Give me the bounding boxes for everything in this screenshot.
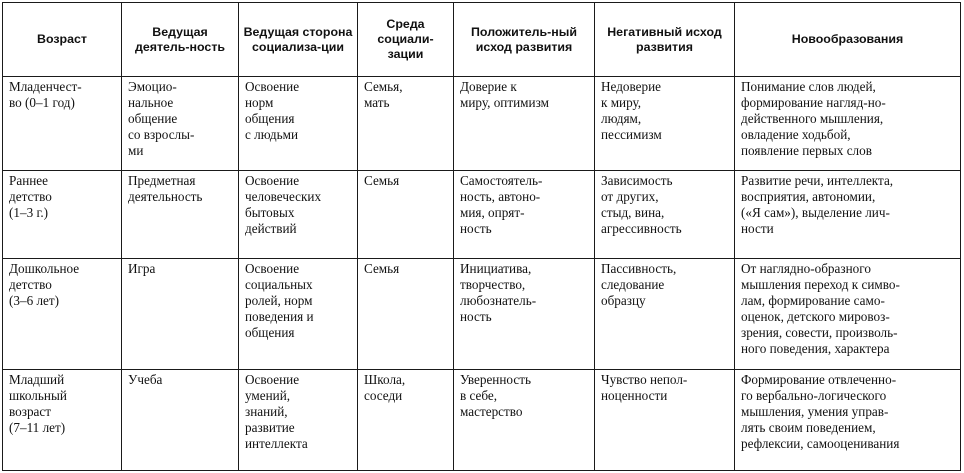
cell-line: развитие <box>245 419 295 435</box>
table-row <box>3 171 961 259</box>
cell-line: общения <box>245 325 295 341</box>
cell-activity <box>122 369 239 470</box>
cell-line: Предметная <box>128 173 196 189</box>
cell-line: следование <box>601 277 665 293</box>
cell-neoformations <box>735 259 961 369</box>
cell-line: знаний, <box>245 403 288 419</box>
cell-line: пессимизм <box>601 127 662 142</box>
cell-line: общение <box>128 111 178 126</box>
cell-line: мышления, умения управ- <box>741 403 889 419</box>
header-age: Возраст <box>3 3 122 77</box>
table-row <box>3 77 961 171</box>
cell-line: (3–6 лет) <box>9 293 60 309</box>
header-neoformations: Новообразования <box>735 3 961 77</box>
cell-line: Младший <box>9 371 65 387</box>
cell-line: («Я сам»), выделение лич- <box>741 205 890 221</box>
cell-line: Игра <box>128 261 156 277</box>
cell-line: мастерство <box>460 403 523 419</box>
cell-line: агрессивность <box>601 221 682 237</box>
cell-activity <box>122 259 239 369</box>
cell-line: к миру, <box>601 95 642 110</box>
cell-negative <box>595 77 735 171</box>
cell-line: Доверие к <box>460 79 517 94</box>
cell-environment <box>358 369 454 470</box>
cell-line: Чувство непол- <box>601 371 688 387</box>
cell-line: Уверенность <box>460 371 531 387</box>
cell-socialization <box>239 259 358 369</box>
cell-line: соседи <box>364 387 403 403</box>
cell-line: Младенчест- <box>9 79 82 94</box>
cell-line: Освоение <box>245 79 300 94</box>
cell-line: стыд, вина, <box>601 205 665 221</box>
cell-line: ность, автоно- <box>460 189 541 205</box>
table-row <box>3 259 961 369</box>
cell-line: ми <box>128 143 144 158</box>
cell-line: детство <box>9 277 52 293</box>
cell-line: ность <box>460 221 492 237</box>
cell-line: Раннее <box>9 173 49 189</box>
cell-line: нальное <box>128 95 174 110</box>
cell-line: ности <box>741 221 774 237</box>
cell-positive <box>454 259 595 369</box>
cell-activity <box>122 171 239 259</box>
cell-age <box>3 171 122 259</box>
cell-negative <box>595 171 735 259</box>
cell-line: От наглядно-образного <box>741 261 871 277</box>
cell-age <box>3 77 122 171</box>
cell-line: творчество, <box>460 277 526 293</box>
cell-line: лам, формирование само- <box>741 293 885 309</box>
cell-line: Формирование отвлеченно- <box>741 371 897 387</box>
cell-line: социальных <box>245 277 313 293</box>
cell-neoformations <box>735 77 961 171</box>
cell-environment <box>358 171 454 259</box>
cell-line: в себе, <box>460 387 498 403</box>
cell-line: во (0–1 год) <box>9 95 75 110</box>
cell-line: Дошкольное <box>9 261 80 277</box>
cell-line: появление первых слов <box>741 143 872 158</box>
cell-line: поведения и <box>245 309 314 325</box>
cell-line: мышления переход к симво- <box>741 277 900 293</box>
cell-activity <box>122 77 239 171</box>
cell-line: мия, опрят- <box>460 205 525 221</box>
cell-line: образцу <box>601 293 646 309</box>
cell-line: Семья <box>364 173 400 189</box>
cell-line: детство <box>9 189 52 205</box>
cell-line: ноценности <box>601 387 668 403</box>
cell-line: Пассивность, <box>601 261 677 277</box>
cell-line: овладение ходьбой, <box>741 127 851 142</box>
cell-socialization <box>239 369 358 470</box>
header-environment: Среда социали-зации <box>358 3 454 77</box>
cell-line: (7–11 лет) <box>9 419 66 435</box>
cell-line: умений, <box>245 387 291 403</box>
cell-line: школьный <box>9 387 67 403</box>
cell-environment <box>358 259 454 369</box>
cell-line: Самостоятель- <box>460 173 543 189</box>
cell-line: бытовых <box>245 205 295 221</box>
cell-line: интеллекта <box>245 435 308 451</box>
cell-line: рефлексии, самооценивания <box>741 435 900 451</box>
cell-line: миру, оптимизм <box>460 95 549 110</box>
cell-line: (1–3 г.) <box>9 205 49 221</box>
cell-line: от других, <box>601 189 659 205</box>
cell-line: возраст <box>9 403 52 419</box>
cell-line: Зависимость <box>601 173 673 189</box>
cell-line: восприятия, автономии, <box>741 189 876 205</box>
header-negative-outcome: Негативный исход развития <box>595 3 735 77</box>
cell-positive <box>454 77 595 171</box>
cell-line: Освоение <box>245 173 300 189</box>
cell-line: Эмоцио- <box>128 79 177 94</box>
cell-environment <box>358 77 454 171</box>
cell-line: Школа, <box>364 371 406 387</box>
cell-line: человеческих <box>245 189 322 205</box>
cell-socialization <box>239 171 358 259</box>
cell-line: Развитие речи, интеллекта, <box>741 173 894 189</box>
cell-line: Семья <box>364 261 400 277</box>
cell-socialization <box>239 77 358 171</box>
cell-line: формирование нагляд-но- <box>741 95 886 110</box>
cell-line: общения <box>245 111 295 126</box>
cell-age <box>3 369 122 470</box>
header-activity: Ведущая деятель-ность <box>122 3 239 77</box>
header-socialization: Ведущая сторона социализа-ции <box>239 3 358 77</box>
header-row <box>3 3 961 77</box>
cell-line: Инициатива, <box>460 261 532 277</box>
cell-negative <box>595 369 735 470</box>
cell-line: любознатель- <box>460 293 537 309</box>
cell-line: оценок, детского мировоз- <box>741 309 890 325</box>
cell-line: Освоение <box>245 371 300 387</box>
cell-line: Учеба <box>128 371 163 387</box>
cell-line: людям, <box>601 111 642 126</box>
cell-negative <box>595 259 735 369</box>
cell-line: ность <box>460 309 492 325</box>
cell-line: со взрослы- <box>128 127 195 142</box>
cell-line: с людьми <box>245 127 299 142</box>
cell-line: зрения, совести, произволь- <box>741 325 898 341</box>
header-positive-outcome: Положитель-ный исход развития <box>454 3 595 77</box>
development-stages-table <box>2 2 961 471</box>
cell-line: Семья, <box>364 79 403 94</box>
cell-line: деятельность <box>128 189 203 205</box>
cell-line: норм <box>245 95 274 110</box>
cell-neoformations <box>735 369 961 470</box>
cell-line: Недоверие <box>601 79 662 94</box>
cell-line: го вербально-логического <box>741 387 887 403</box>
cell-positive <box>454 171 595 259</box>
cell-line: действенного мышления, <box>741 111 884 126</box>
cell-line: действий <box>245 221 297 237</box>
cell-line: Освоение <box>245 261 300 277</box>
cell-line: мать <box>364 95 390 110</box>
cell-line: Понимание слов людей, <box>741 79 876 94</box>
cell-line: лять своим поведением, <box>741 419 876 435</box>
table-row <box>3 369 961 470</box>
cell-line: ного поведения, характера <box>741 341 890 357</box>
cell-neoformations <box>735 171 961 259</box>
cell-line: ролей, норм <box>245 293 313 309</box>
cell-age <box>3 259 122 369</box>
cell-positive <box>454 369 595 470</box>
